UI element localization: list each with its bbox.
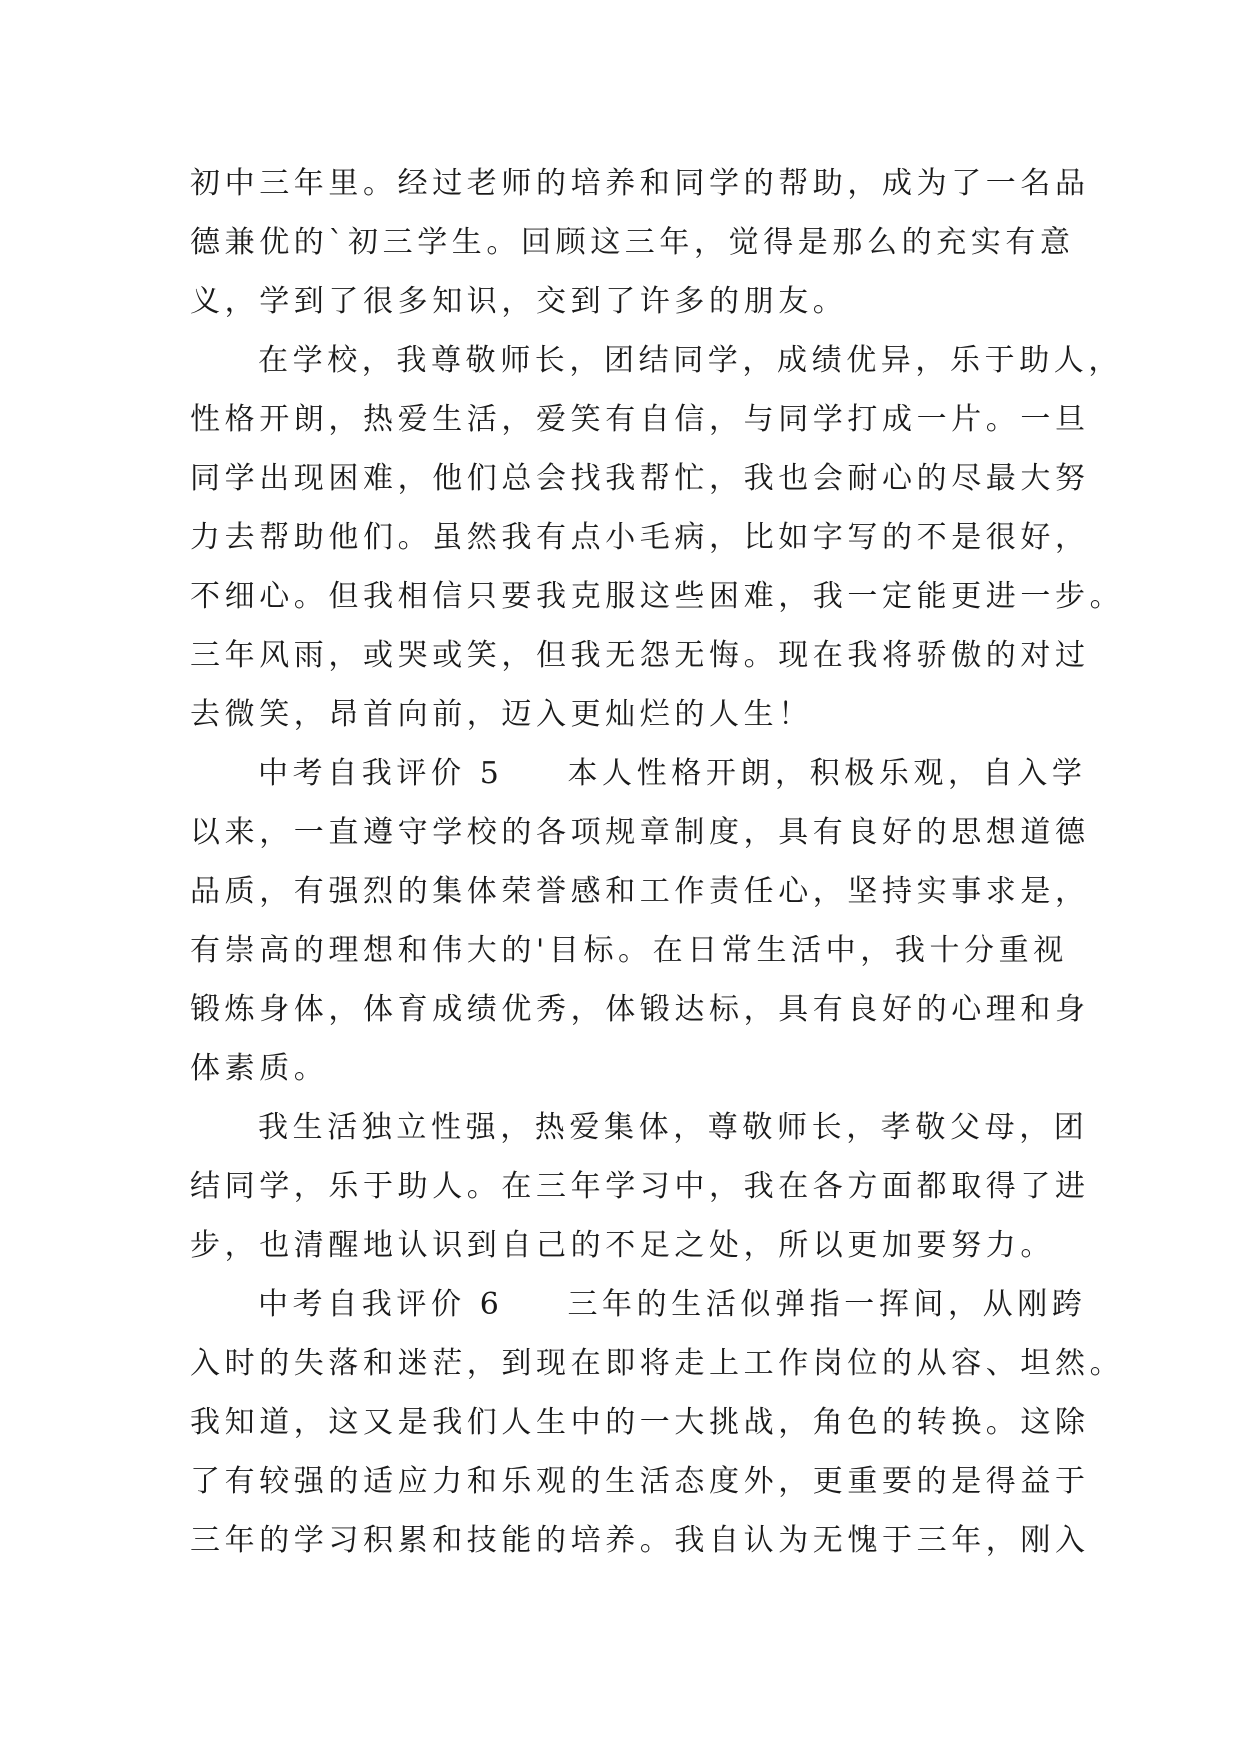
text-line: 三年风雨，或哭或笑，但我无怨无悔。现在我将骄傲的对过 xyxy=(190,638,1090,673)
section-heading: 中考自我评价 5 xyxy=(258,756,504,791)
text-line: 力去帮助他们。虽然我有点小毛病，比如字写的不是很好， xyxy=(190,520,1090,555)
text-line: 品质，有强烈的集体荣誉感和工作责任心，坚持实事求是， xyxy=(190,874,1090,909)
text-line xyxy=(190,1275,1087,1334)
text-line: 初中三年里。经过老师的培养和同学的帮助，成为了一名品 xyxy=(190,166,1090,201)
text-line: 三年的学习积累和技能的培养。我自认为无愧于三年，刚入 xyxy=(190,1523,1090,1558)
paragraph-4 xyxy=(190,1098,1090,1275)
text-line: 德兼优的`初三学生。回顾这三年，觉得是那么的充实有意 xyxy=(190,225,1075,260)
text-line: 了有较强的适应力和乐观的生活态度外，更重要的是得益于 xyxy=(190,1464,1090,1499)
paragraph-2 xyxy=(190,331,1125,744)
text-line: 性格开朗，热爱生活，爱笑有自信，与同学打成一片。一旦 xyxy=(190,402,1090,437)
text-line xyxy=(190,744,1087,803)
text-segment: 本人性格开朗，积极乐观，自入学 xyxy=(567,756,1087,791)
text-line: 体素质。 xyxy=(190,1051,329,1086)
text-line: 步，也清醒地认识到自己的不足之处，所以更加要努力。 xyxy=(190,1228,1055,1263)
text-line: 锻炼身体，体育成绩优秀，体锻达标，具有良好的心理和身 xyxy=(190,992,1090,1027)
text-line: 在学校，我尊敬师长，团结同学，成绩优异，乐于助人， xyxy=(258,343,1123,378)
text-line: 以来，一直遵守学校的各项规章制度，具有良好的思想道德 xyxy=(190,815,1090,850)
section-heading: 中考自我评价 6 xyxy=(258,1287,504,1322)
document-body xyxy=(190,154,1125,1570)
text-line: 我生活独立性强，热爱集体，尊敬师长，孝敬父母，团 xyxy=(258,1110,1089,1145)
text-line: 同学出现困难，他们总会找我帮忙，我也会耐心的尽最大努 xyxy=(190,461,1090,496)
text-line: 不细心。但我相信只要我克服这些困难，我一定能更进一步。 xyxy=(190,579,1125,614)
paragraph-1 xyxy=(190,154,1090,331)
text-line: 有崇高的理想和伟大的'目标。在日常生活中，我十分重视 xyxy=(190,933,1068,968)
paragraph-3 xyxy=(190,744,1090,1098)
text-segment: 三年的生活似弹指一挥间，从刚跨 xyxy=(567,1287,1087,1322)
text-line: 结同学，乐于助人。在三年学习中，我在各方面都取得了进 xyxy=(190,1169,1090,1204)
text-line: 我知道，这又是我们人生中的一大挑战，角色的转换。这除 xyxy=(190,1405,1090,1440)
paragraph-5 xyxy=(190,1275,1125,1570)
text-line: 义，学到了很多知识，交到了许多的朋友。 xyxy=(190,284,848,319)
text-line: 入时的失落和迷茫，到现在即将走上工作岗位的从容、坦然。 xyxy=(190,1346,1125,1381)
text-line: 去微笑，昂首向前，迈入更灿烂的人生！ xyxy=(190,697,813,732)
